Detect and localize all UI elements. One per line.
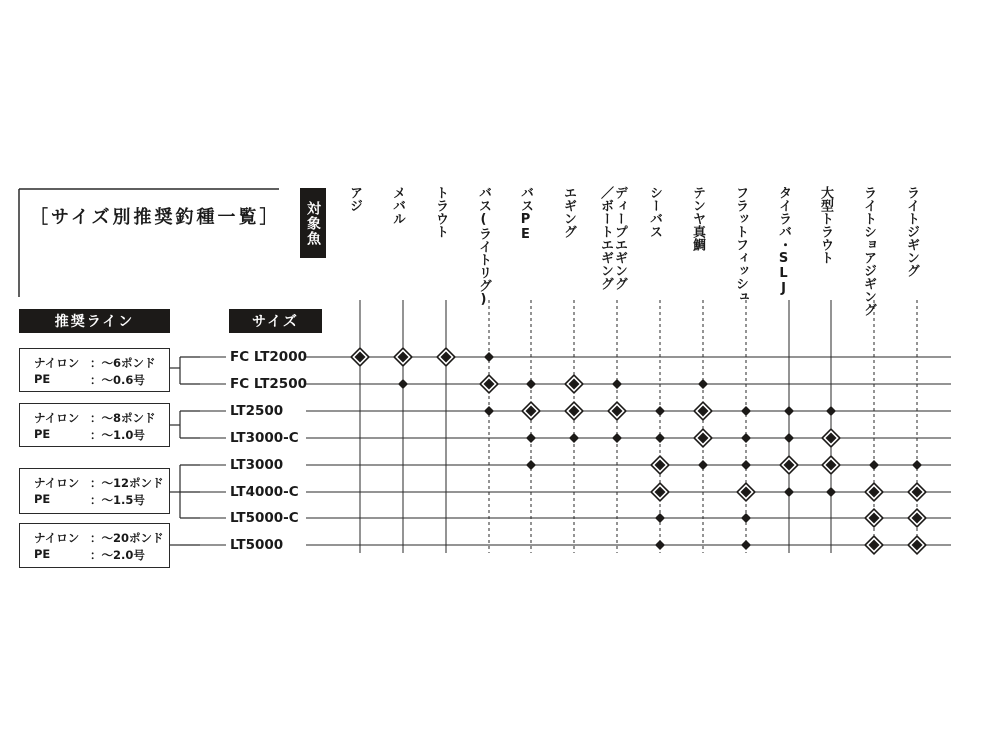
small-diamond-3 xyxy=(484,352,494,362)
species-label-line: トラウト xyxy=(433,186,448,238)
page-title: ［サイズ別推奨釣種一覧］ xyxy=(30,207,281,228)
small-diamond-22 xyxy=(655,433,665,443)
line-spec-value: ：〜12ポンド xyxy=(90,476,164,490)
species-label-4 xyxy=(518,186,532,242)
species-label-13 xyxy=(904,186,918,277)
size-label-2: LT2500 xyxy=(230,403,284,419)
small-diamond-30 xyxy=(741,460,751,470)
line-spec-value: ：〜0.6号 xyxy=(90,373,145,387)
species-label-line: シーバス xyxy=(647,186,662,238)
species-label-7 xyxy=(647,186,661,238)
species-label-8 xyxy=(690,186,704,251)
line-type-label: ナイロン xyxy=(34,531,80,545)
small-diamond-20 xyxy=(569,433,579,443)
small-diamond-18 xyxy=(826,406,836,416)
species-label-0 xyxy=(347,186,361,212)
line-spec-value: ：〜6ポンド xyxy=(90,356,156,370)
recommended-line-header: 推奨ライン xyxy=(19,309,170,333)
species-label-6 xyxy=(596,186,626,290)
species-label-10 xyxy=(776,186,790,296)
line-box-3 xyxy=(19,523,170,568)
small-diamond-46 xyxy=(741,540,751,550)
size-label-0: FC LT2000 xyxy=(230,349,307,365)
small-diamond-38 xyxy=(826,487,836,497)
species-label-12 xyxy=(861,186,875,316)
species-label-line: テンヤ真鯛 xyxy=(690,186,705,251)
target-fish-header: 対象魚 xyxy=(300,188,326,258)
species-label-5 xyxy=(561,186,575,238)
size-header: サイズ xyxy=(229,309,322,333)
small-diamond-25 xyxy=(784,433,794,443)
small-diamond-33 xyxy=(869,460,879,470)
small-diamond-19 xyxy=(526,433,536,443)
line-spec-value: ：〜8ポンド xyxy=(90,411,156,425)
species-label-line: ライトジギング xyxy=(904,186,919,277)
line-type-label: ナイロン xyxy=(34,411,80,425)
line-type-label: PE xyxy=(34,372,51,386)
species-label-1 xyxy=(390,186,404,225)
species-label-line: フラットフィッシュ xyxy=(733,186,748,303)
species-label-line: ディープエギング xyxy=(612,186,627,290)
small-diamond-42 xyxy=(741,513,751,523)
species-label-3 xyxy=(476,186,490,307)
line-spec-value: ：〜20ポンド xyxy=(90,531,164,545)
line-box-1 xyxy=(19,403,170,447)
small-diamond-9 xyxy=(698,379,708,389)
small-diamond-16 xyxy=(741,406,751,416)
size-label-6: LT5000-C xyxy=(230,510,299,526)
small-diamond-10 xyxy=(484,406,494,416)
small-diamond-37 xyxy=(784,487,794,497)
species-label-2 xyxy=(433,186,447,238)
small-diamond-8 xyxy=(612,379,622,389)
line-spec-value: ：〜2.0号 xyxy=(90,548,145,562)
small-diamond-45 xyxy=(655,540,665,550)
size-label-7: LT5000 xyxy=(230,537,284,553)
line-type-label: PE xyxy=(34,547,51,561)
small-diamond-17 xyxy=(784,406,794,416)
species-label-line: タイラバ・SLJ xyxy=(776,186,791,296)
species-label-line: アジ xyxy=(347,186,362,212)
size-label-1: FC LT2500 xyxy=(230,376,307,392)
small-diamond-6 xyxy=(526,379,536,389)
line-type-label: PE xyxy=(34,492,51,506)
small-diamond-21 xyxy=(612,433,622,443)
small-diamond-34 xyxy=(912,460,922,470)
size-label-5: LT4000-C xyxy=(230,484,299,500)
small-diamond-27 xyxy=(526,460,536,470)
line-box-0 xyxy=(19,348,170,392)
line-spec-value: ：〜1.5号 xyxy=(90,493,145,507)
small-diamond-14 xyxy=(655,406,665,416)
small-diamond-24 xyxy=(741,433,751,443)
species-label-line: バスPE xyxy=(518,186,533,242)
species-label-line: メバル xyxy=(390,186,405,225)
species-label-line: 大型トラウト xyxy=(818,186,833,264)
species-label-line: バス(ライトリグ) xyxy=(476,186,491,307)
species-label-11 xyxy=(818,186,832,264)
small-diamond-4 xyxy=(398,379,408,389)
small-diamond-41 xyxy=(655,513,665,523)
small-diamond-29 xyxy=(698,460,708,470)
size-label-4: LT3000 xyxy=(230,457,284,473)
line-box-2 xyxy=(19,468,170,514)
line-type-label: ナイロン xyxy=(34,356,80,370)
size-label-3: LT3000-C xyxy=(230,430,299,446)
species-label-line: エギング xyxy=(561,186,576,238)
line-spec-value: ：〜1.0号 xyxy=(90,428,145,442)
species-label-9 xyxy=(733,186,747,303)
species-label-line: ライトショアジギング xyxy=(861,186,876,316)
species-label-line: ／ボートエギング xyxy=(598,186,613,290)
line-type-label: PE xyxy=(34,427,51,441)
line-type-label: ナイロン xyxy=(34,476,80,490)
